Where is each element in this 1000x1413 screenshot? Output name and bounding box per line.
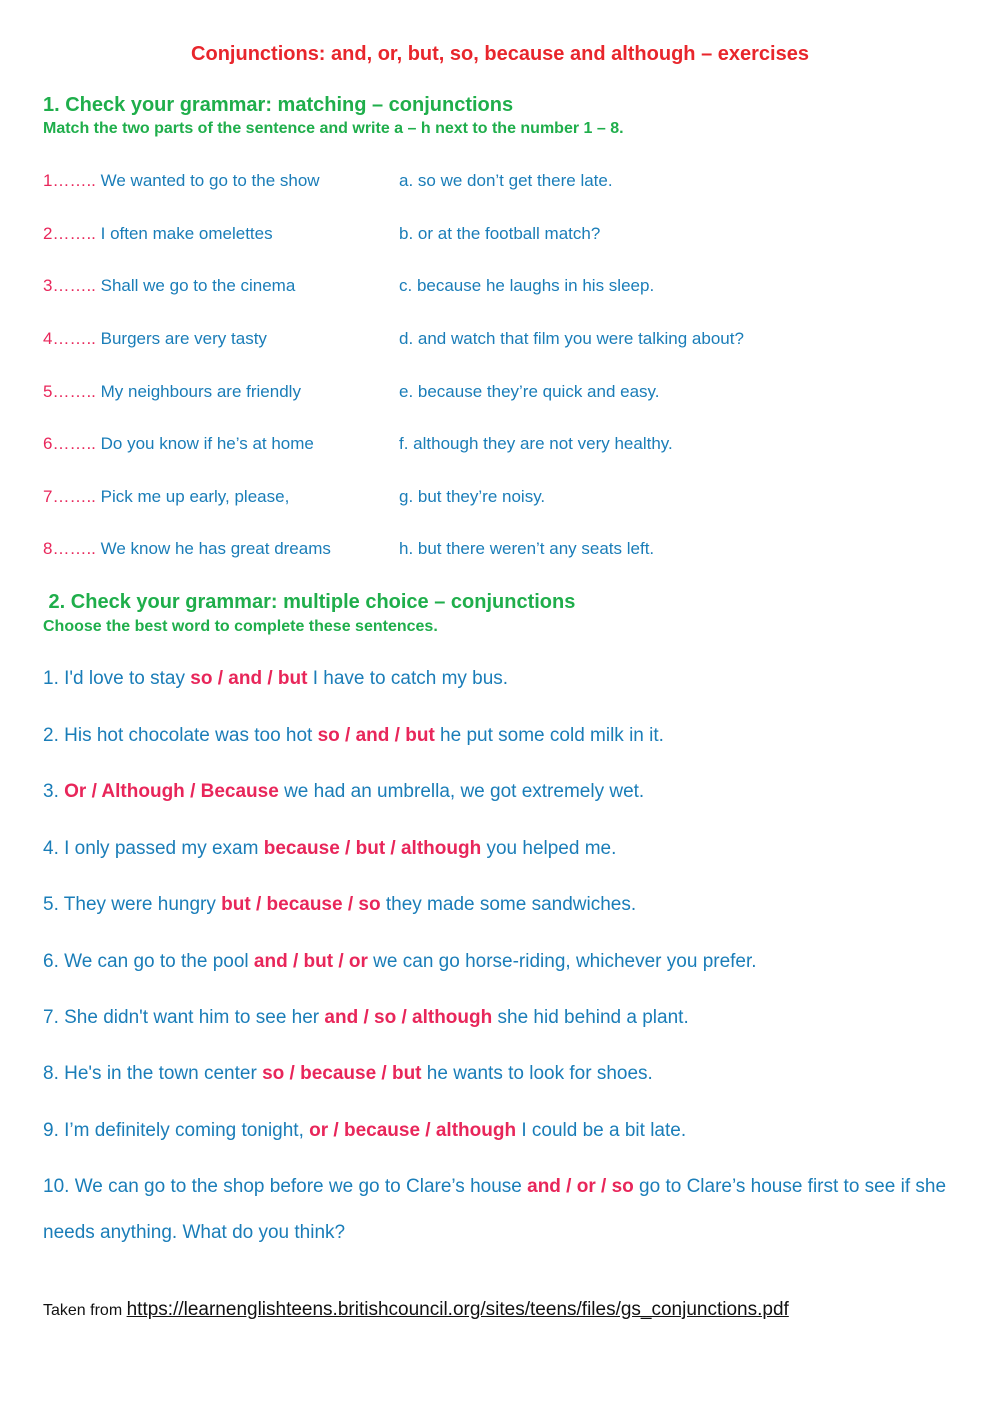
choice-options: but / because / so <box>221 894 381 915</box>
credit-label: Taken from <box>43 1302 127 1319</box>
match-left-part: We know he has great dreams <box>95 539 331 558</box>
matching-row <box>43 487 943 511</box>
match-number: 5…….. <box>43 382 96 401</box>
choice-options: so / because / but <box>262 1063 422 1084</box>
section1-instruction: Match the two parts of the sentence and write a – h next to the number 1 – 8. <box>43 120 624 137</box>
match-left-part: I often make omelettes <box>95 224 273 243</box>
match-left-part: We wanted to go to the show <box>95 171 320 190</box>
matching-row <box>43 171 943 195</box>
match-right-part: b. or at the football match? <box>399 224 601 243</box>
match-number: 3…….. <box>43 276 96 295</box>
match-left-part: Burgers are very tasty <box>95 329 267 348</box>
match-number: 7…….. <box>43 487 96 506</box>
matching-row <box>43 382 943 406</box>
match-right-part: h. but there weren’t any seats left. <box>399 539 655 558</box>
choice-sentence: 1. I'd love to stay so / and / but I have to catch my bus. <box>43 668 509 689</box>
choice-sentence: 7. She didn't want him to see her and / so / although she hid behind a plant. <box>43 1007 689 1028</box>
match-left-part: Pick me up early, please, <box>95 487 290 506</box>
choice-sentence: 9. I’m definitely coming tonight, or / because / although I could be a bit late. <box>43 1120 687 1141</box>
matching-row <box>43 224 943 248</box>
match-right-part: c. because he laughs in his sleep. <box>399 276 655 295</box>
match-number: 8…….. <box>43 539 96 558</box>
matching-row <box>43 276 943 300</box>
choice-options: and / or / so <box>527 1176 634 1197</box>
choice-options: and / so / although <box>324 1007 493 1028</box>
choice-sentence: 6. We can go to the pool and / but / or we can go horse-riding, whichever you prefer. <box>43 951 757 972</box>
match-number: 4…….. <box>43 329 96 348</box>
matching-row <box>43 329 943 353</box>
matching-row <box>43 434 943 458</box>
source-link[interactable]: https://learnenglishteens.britishcouncil.org/sites/teens/files/gs_conjunctions.pdf <box>126 1299 789 1320</box>
choice-sentence: 3. Or / Although / Because we had an umbrella, we got extremely wet. <box>43 781 645 802</box>
choice-options: Or / Although / Because <box>64 781 279 802</box>
choice-sentence: 4. I only passed my exam because / but / although you helped me. <box>43 838 617 859</box>
choice-options: so / and / but <box>190 668 308 689</box>
source-credit <box>43 1299 789 1321</box>
page-title: Conjunctions: and, or, but, so, because and although – exercises <box>191 43 809 65</box>
match-right-part: e. because they’re quick and easy. <box>399 382 660 401</box>
choice-sentence: 10. We can go to the shop before we go to Clare’s house and / or / so go to Clare’s house first to see if she needs anything. What do you think? <box>43 1176 947 1243</box>
matching-row <box>43 539 943 563</box>
match-left-part: Shall we go to the cinema <box>95 276 296 295</box>
match-number: 2…….. <box>43 224 96 243</box>
choice-sentence: 8. He's in the town center so / because / but he wants to look for shoes. <box>43 1063 653 1084</box>
choice-sentence: 2. His hot chocolate was too hot so / and / but he put some cold milk in it. <box>43 725 664 746</box>
match-right-part: d. and watch that film you were talking about? <box>399 329 744 348</box>
choice-options: and / but / or <box>253 951 368 972</box>
match-right-part: g. but they’re noisy. <box>399 487 546 506</box>
match-number: 6…….. <box>43 434 96 453</box>
choice-options: so / and / but <box>317 725 435 746</box>
choice-options: because / but / although <box>263 838 482 859</box>
match-right-part: a. so we don’t get there late. <box>399 171 613 190</box>
match-number: 1…….. <box>43 171 96 190</box>
section1-heading: 1. Check your grammar: matching – conjunctions <box>43 94 514 116</box>
match-left-part: Do you know if he’s at home <box>95 434 314 453</box>
section2-instruction: Choose the best word to complete these sentences. <box>43 618 438 635</box>
choice-sentence: 5. They were hungry but / because / so they made some sandwiches. <box>43 894 637 915</box>
choice-options: or / because / although <box>309 1120 517 1141</box>
section2-heading: 2. Check your grammar: multiple choice – conjunctions <box>43 591 576 613</box>
match-right-part: f. although they are not very healthy. <box>399 434 673 453</box>
match-left-part: My neighbours are friendly <box>95 382 301 401</box>
